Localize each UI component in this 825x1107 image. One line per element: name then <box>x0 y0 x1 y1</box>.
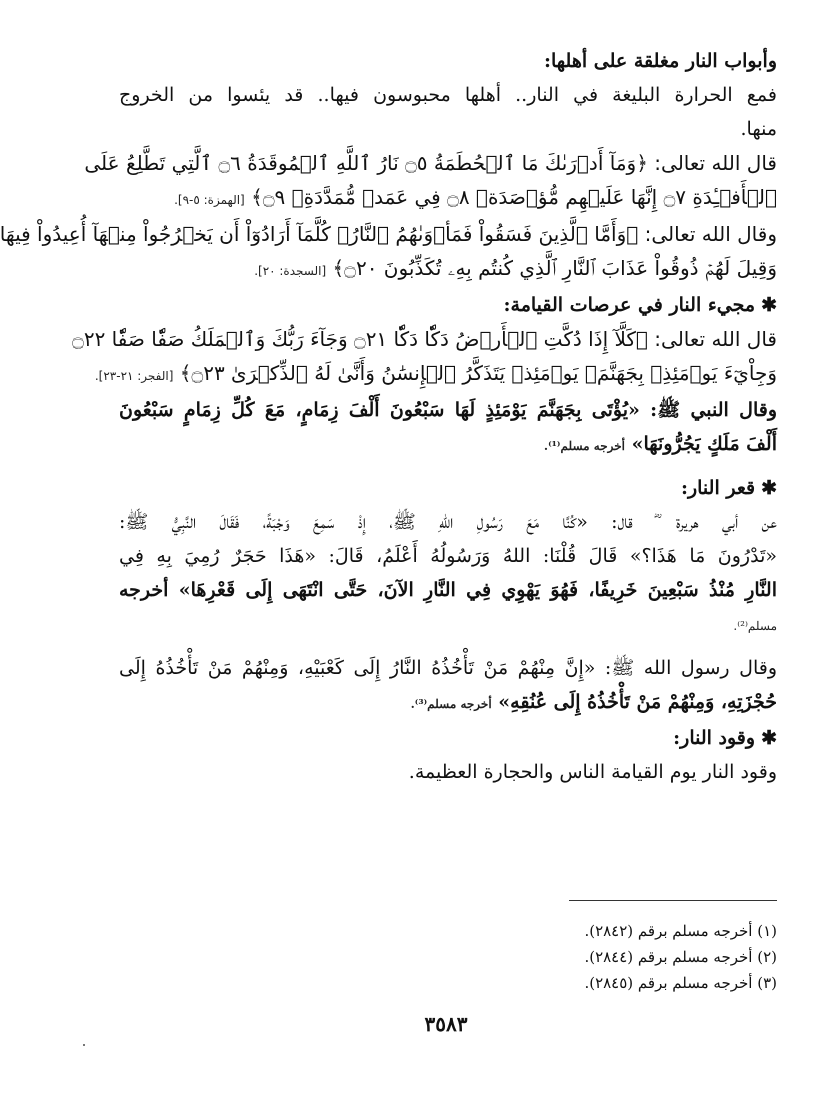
hadith-text: حُجْزَتِهِ، وَمِنْهُمْ مَنْ تَأْخُذُهُ إِلَى عُنُقِهِ» <box>498 691 777 713</box>
quran-verse-line <box>94 356 777 393</box>
surah-reference: [الهمزة: ٥-٩]. <box>174 193 245 207</box>
heading-text: وقود النار: <box>673 727 756 749</box>
hadith-source: أخرجه مسلم⁽³⁾. <box>410 697 492 711</box>
verse-text: وَجِاْيٓءَ يَوۡمَئِذِۭ بِجَهَنَّمَۚ يَوۡمَئِذٖ يَتَذَكَّرُ ٱلۡإِنسَٰنُ وَأَنَّىٰ لَهُ ٱلذِّكۡرَىٰ ۝٢٣﴾ <box>179 361 777 385</box>
hadith-line: عن أبي هريرة ؓ قال: «كُنَّا مَعَ رَسُولِ اللهِ ﷺ، إِذْ سَمِعَ وَجْبَةً، فَقَالَ النَّبِيُّ ﷺ: <box>119 511 777 533</box>
page-number: ٣٥٨٣ <box>424 1012 468 1036</box>
section-heading-gates <box>119 44 777 78</box>
surah-reference: [السجدة: ٢٠]. <box>254 264 327 278</box>
text-line: فمع الحرارة البليغة في النار.. أهلها محبوسون فيها.. قد يئسوا من الخروج <box>119 84 777 106</box>
surah-reference: [الفجر: ٢١-٢٣]. <box>94 369 174 383</box>
hadith-line: وقال رسول الله ﷺ: «إِنَّ مِنْهُمْ مَنْ تَأْخُذُهُ النَّارُ إِلَى كَعْبَيْهِ، وَمِنْهُمْ مَنْ تَأْخُذُهُ إِلَى <box>119 657 777 679</box>
quran-verse-line <box>119 180 777 217</box>
heading-text: مجيء النار في عرصات القيامة: <box>503 294 756 316</box>
verse-text: وَقِيلَ لَهُمۡ ذُوقُواْ عَذَابَ ٱلنَّارِ ٱلَّذِي كُنتُم بِهِۦ تُكَذِّبُونَ ۝٢٠﴾ <box>332 256 777 280</box>
hadith-line: النَّارِ مُنْذُ سَبْعِينَ خَرِيفًا، فَهُوَ يَهْوِي فِي النَّارِ الآنَ، حَتَّى انْتَهَى إِلَى قَعْرِهَا» أخرجه <box>119 579 777 601</box>
section-heading-fuel <box>119 721 777 755</box>
quran-verse-line <box>119 251 777 288</box>
footnote-divider <box>569 900 777 901</box>
footnote-item: (١) أخرجه مسلم برقم (٢٨٤٢). <box>584 922 777 940</box>
heading-text: قعر النار: <box>680 477 756 499</box>
text-line: وقود النار يوم القيامة الناس والحجارة العظيمة. <box>408 761 777 783</box>
asterisk-icon: ✱ <box>761 294 777 316</box>
hadith-source: مسلم⁽²⁾. <box>733 619 777 633</box>
page-body <box>0 44 777 789</box>
footnote-list <box>119 918 777 996</box>
heading-text: وأبواب النار مغلقة على أهلها: <box>544 50 777 72</box>
verse-text: ٱلۡأَفۡـِٔدَةِ ۝٧ إِنَّهَا عَلَيۡهِم مُّؤۡصَدَةٞ ۝٨ فِي عَمَدٖ مُّمَدَّدَةِۭ ۝٩﴾ <box>251 185 777 209</box>
section-heading-depth <box>119 471 777 505</box>
asterisk-icon: ✱ <box>761 477 777 499</box>
hadith-text: أَلْفَ مَلَكٍ يَجُرُّونَهَا» <box>631 433 777 455</box>
scan-speck <box>83 1044 85 1046</box>
hadith-line <box>119 607 777 643</box>
hadith-line: وقال النبي ﷺ: «يُؤْتَى بِجَهَنَّمَ يَوْمَئِذٍ لَهَا سَبْعُونَ أَلْفَ زِمَامٍ، مَعَ كُلِّ زِمَامٍ سَبْعُونَ <box>119 399 777 421</box>
text-line: منها. <box>740 118 777 140</box>
quran-verse-line: قال الله تعالى: ﴿كَلَّآ إِذَا دُكَّتِ ٱلۡأَرۡضُ دَكّٗا دَكّٗا ۝٢١ وَجَآءَ رَبُّكَ وَٱلۡمَلَكُ صَفّٗا صَفّٗا ۝٢٢ <box>72 327 777 351</box>
quran-verse-line: قال الله تعالى: ﴿وَمَآ أَدۡرَىٰكَ مَا ٱلۡحُطَمَةُ ۝٥ نَارُ ٱللَّهِ ٱلۡمُوقَدَةُ ۝٦ ٱلَّتِي تَطَّلِعُ عَلَى <box>84 151 777 175</box>
section-heading-coming <box>119 288 777 322</box>
hadith-line <box>119 685 777 721</box>
hadith-line <box>119 427 777 463</box>
hadith-source: أخرجه مسلم⁽¹⁾. <box>543 439 625 453</box>
quran-verse-line: وقال الله تعالى: ﴿وَأَمَّا ٱلَّذِينَ فَسَقُواْ فَمَأۡوَىٰهُمُ ٱلنَّارُۖ كُلَّمَآ أَرَادُوٓاْ أَن يَخۡرُجُواْ مِنۡهَآ أُعِيدُواْ فِيهَا <box>0 222 777 246</box>
footnote-item: (٣) أخرجه مسلم برقم (٢٨٤٥). <box>584 974 777 992</box>
asterisk-icon: ✱ <box>761 727 777 749</box>
hadith-line: «تَدْرُونَ مَا هَذَا؟» قَالَ قُلْنَا: اللهُ وَرَسُولُهُ أَعْلَمُ، قَالَ: «هَذَا حَجَرٌ رُمِيَ بِهِ فِي <box>119 545 777 567</box>
footnote-item: (٢) أخرجه مسلم برقم (٢٨٤٤). <box>584 948 777 966</box>
